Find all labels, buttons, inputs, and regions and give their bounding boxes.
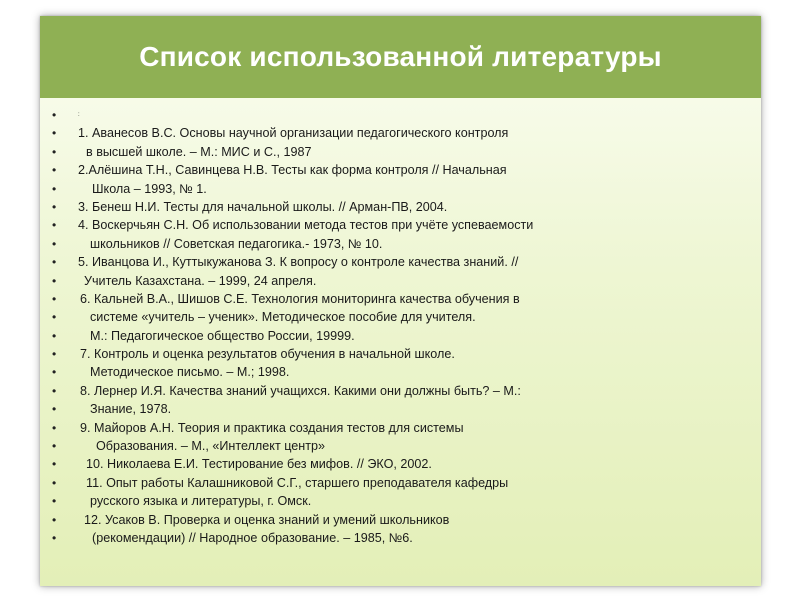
reference-text: 1. Аванесов В.С. Основы научной организации педагогического контроля — [78, 126, 509, 141]
bullet-icon: • — [52, 236, 57, 251]
reference-text: Учитель Казахстана. – 1999, 24 апреля. — [84, 273, 317, 288]
bullet-icon: • — [52, 420, 57, 435]
slide — [40, 16, 761, 586]
reference-list — [40, 106, 761, 547]
reference-text: (рекомендации) // Народное образование. – 1985, №6. — [92, 530, 413, 545]
bullet-icon: • — [52, 291, 57, 306]
reference-text: Знание, 1978. — [90, 402, 172, 417]
reference-line — [40, 253, 761, 271]
bullet-icon: • — [52, 163, 57, 178]
reference-line — [40, 382, 761, 400]
reference-text: Образования. – М., «Интеллект центр» — [96, 439, 326, 454]
reference-text: 7. Контроль и оценка результатов обучения в начальной школе. — [80, 347, 455, 362]
reference-line — [40, 124, 761, 142]
reference-line — [40, 180, 761, 198]
reference-line — [40, 106, 761, 124]
reference-line — [40, 272, 761, 290]
slide-body — [40, 98, 761, 586]
reference-line — [40, 235, 761, 253]
reference-text: системе «учитель – ученик». Методическое пособие для учителя. — [90, 310, 476, 325]
bullet-icon: • — [52, 328, 57, 343]
bullet-icon: • — [52, 126, 57, 141]
reference-line — [40, 400, 761, 418]
reference-line — [40, 511, 761, 529]
reference-line — [40, 492, 761, 510]
reference-text: М.: Педагогическое общество России, 19999. — [90, 328, 355, 343]
reference-text: школьников // Советская педагогика.- 1973, № 10. — [90, 236, 383, 251]
reference-text: в высшей школе. – М.: МИС и С., 1987 — [86, 144, 312, 159]
bullet-icon: • — [52, 255, 57, 270]
bullet-icon: • — [52, 530, 57, 545]
bullet-icon: • — [52, 310, 57, 325]
reference-line — [40, 455, 761, 473]
reference-line — [40, 529, 761, 547]
slide-header — [40, 16, 761, 98]
bullet-icon: • — [52, 402, 57, 417]
reference-line — [40, 308, 761, 326]
bullet-icon: • — [52, 383, 57, 398]
reference-line — [40, 345, 761, 363]
reference-text: 9. Майоров А.Н. Теория и практика создания тестов для системы — [80, 420, 464, 435]
reference-line — [40, 363, 761, 381]
bullet-icon: • — [52, 181, 57, 196]
reference-line — [40, 216, 761, 234]
reference-text: 3. Бенеш Н.И. Тесты для начальной школы. // Арман-ПВ, 2004. — [78, 199, 448, 214]
slide-title: Список использованной литературы — [139, 41, 662, 72]
reference-text: 5. Иванцова И., Куттыкужанова З. К вопросу о контроле качества знаний. // — [78, 255, 519, 270]
reference-line — [40, 198, 761, 216]
reference-text: 11. Опыт работы Калашниковой С.Г., старшего преподавателя кафедры — [86, 475, 509, 490]
reference-text: Школа – 1993, № 1. — [92, 181, 207, 196]
reference-text: 2.Алёшина Т.Н., Савинцева Н.В. Тесты как форма контроля // Начальная — [78, 163, 507, 178]
bullet-icon: • — [52, 347, 57, 362]
bullet-icon: • — [52, 512, 57, 527]
bullet-icon: • — [52, 365, 57, 380]
bullet-icon: • — [52, 273, 57, 288]
bullet-icon: • — [52, 218, 57, 233]
reference-text: 6. Кальней В.А., Шишов С.Е. Технология мониторинга качества обучения в — [80, 291, 520, 306]
bullet-icon: • — [52, 108, 57, 122]
reference-line — [40, 290, 761, 308]
bullet-icon: • — [52, 439, 57, 454]
reference-text: 8. Лернер И.Я. Качества знаний учащихся. Какими они должны быть? – М.: — [80, 383, 521, 398]
reference-line — [40, 437, 761, 455]
reference-text: : — [78, 112, 80, 118]
reference-line — [40, 419, 761, 437]
reference-text: 4. Воскерчьян С.Н. Об использовании метода тестов при учёте успеваемости — [78, 218, 534, 233]
reference-line — [40, 143, 761, 161]
reference-text: 12. Усаков В. Проверка и оценка знаний и умений школьников — [84, 512, 450, 527]
bullet-icon: • — [52, 457, 57, 472]
reference-text: 10. Николаева Е.И. Тестирование без мифов. // ЭКО, 2002. — [86, 457, 432, 472]
reference-line — [40, 327, 761, 345]
reference-text: русского языка и литературы, г. Омск. — [90, 494, 312, 509]
bullet-icon: • — [52, 475, 57, 490]
reference-line — [40, 161, 761, 179]
bullet-icon: • — [52, 494, 57, 509]
reference-line — [40, 474, 761, 492]
bullet-icon: • — [52, 199, 57, 214]
bullet-icon: • — [52, 144, 57, 159]
reference-text: Методическое письмо. – М.; 1998. — [90, 365, 290, 380]
